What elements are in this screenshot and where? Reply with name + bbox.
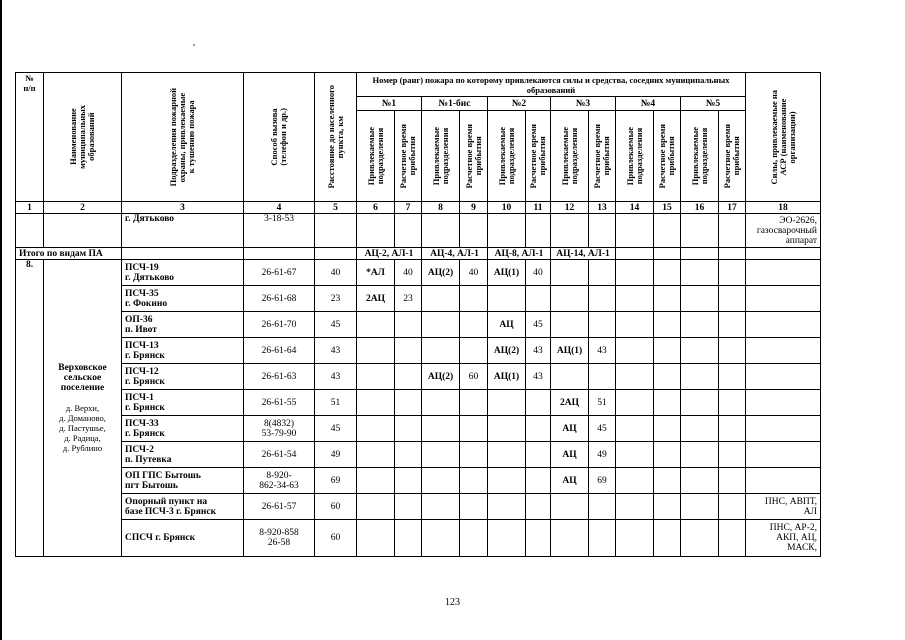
cell-r2_a [488,442,526,468]
total-row [16,248,821,260]
cell-r1_a [357,468,395,494]
table-row [16,260,821,286]
cell-r1bis_a [422,494,460,520]
table-row [16,468,821,494]
cell-r3_a [551,286,589,312]
cell-r1_b [395,312,422,338]
unit-distance: 40 [315,260,357,286]
cell-r1bis_a [422,416,460,442]
cell-r2_b: 43 [526,338,551,364]
unit-asr [746,286,821,312]
prev-phone: 3-18-53 [244,214,315,248]
sub-time-1bis: Расчетное время прибытия [460,111,488,202]
cell-r2_a: АЦ(2) [488,338,526,364]
unit-phone: 8-920-858 26-58 [244,520,315,557]
page-number: 123 [445,597,460,608]
total-r1bis: АЦ-4, АЛ-1 [422,248,488,260]
unit-name: СПСЧ г. Брянск [122,520,244,557]
unit-asr [746,260,821,286]
unit-asr [746,338,821,364]
table-row [16,494,821,520]
cell-r3_a [551,312,589,338]
cell-r2_b: 43 [526,364,551,390]
cell-r3_b [589,312,616,338]
section-mo: Верховское сельское поселение д. Верхи, д. Доманово, д. Пастушье, д. Радица, д. Рублино [44,260,122,557]
cell-r3_b: 69 [589,468,616,494]
unit-asr: ПНС, АР-2, АКП, АЦ, МАСК, [746,520,821,557]
cell-r2_a [488,520,526,557]
cell-r1_b: 40 [395,260,422,286]
unit-phone: 26-61-68 [244,286,315,312]
header-rank-group: Номер (ранг) пожара по которому привлекаются силы и средства, соседних муниципальных образований [357,73,746,97]
total-r2: АЦ-8, АЛ-1 [488,248,551,260]
unit-asr [746,416,821,442]
cell-r2_a [488,468,526,494]
cell-r1_a [357,338,395,364]
cell-r1_b [395,468,422,494]
cell-r1bis_b [460,442,488,468]
rank-5: №5 [681,97,746,111]
cell-r1_a [357,494,395,520]
cell-r1_a [357,520,395,557]
cell-r1_a: *АЛ [357,260,395,286]
rank-1: №1 [357,97,422,111]
cell-r1bis_b [460,338,488,364]
header-units-cell: Подразделения пожарной охраны, привлекаемые к тушению пожара [122,73,244,202]
cell-r2_a [488,390,526,416]
header-mo-cell: Наименование муниципальных образований [44,73,122,202]
unit-name: ПСЧ-2 п. Путевка [122,442,244,468]
cell-r3_a [551,364,589,390]
cell-r2_b [526,520,551,557]
cell-r3_a [551,520,589,557]
sub-units-1: Привлекаемые подразделения [357,111,395,202]
table-row [16,442,821,468]
cell-r3_b [589,260,616,286]
page-left-edge [0,0,2,640]
scan-speck [193,44,195,46]
unit-phone: 8(4832) 53-79-90 [244,416,315,442]
unit-asr [746,442,821,468]
cell-r3_b [589,286,616,312]
unit-name: ОП-36 п. Ивот [122,312,244,338]
cell-r1_a [357,312,395,338]
cell-r3_a [551,494,589,520]
cell-r3_b [589,494,616,520]
total-r3: АЦ-14, АЛ-1 [551,248,616,260]
cell-r2_b: 45 [526,312,551,338]
fire-response-table [15,72,821,557]
prev-unit: г. Дятьково [122,214,244,248]
cell-r1_b: 23 [395,286,422,312]
cell-r3_a: АЦ [551,468,589,494]
cell-r1_b [395,494,422,520]
unit-name: ПСЧ-19 г. Дятьково [122,260,244,286]
unit-distance: 51 [315,390,357,416]
sub-time-5: Расчетное время прибытия [719,111,746,202]
cell-r1_a [357,364,395,390]
rank-4: №4 [616,97,681,111]
cell-r1_a [357,416,395,442]
section-number: 8. [16,260,44,557]
unit-phone: 26-61-57 [244,494,315,520]
table-row [16,338,821,364]
cell-r1bis_a: АЦ(2) [422,364,460,390]
rank-1-bis: №1-бис [422,97,488,111]
header-distance-cell: Расстояние до населенного пункта, км [315,73,357,202]
cell-r2_b: 40 [526,260,551,286]
unit-asr [746,312,821,338]
cell-r1bis_b [460,520,488,557]
unit-distance: 45 [315,312,357,338]
unit-asr [746,364,821,390]
unit-phone: 26-61-63 [244,364,315,390]
unit-distance: 45 [315,416,357,442]
unit-name: ПСЧ-1 г. Брянск [122,390,244,416]
table-row [16,390,821,416]
unit-distance: 60 [315,494,357,520]
cell-r2_a: АЦ(1) [488,260,526,286]
cell-r2_b [526,494,551,520]
cell-r1bis_a: АЦ(2) [422,260,460,286]
cell-r3_a: АЦ [551,442,589,468]
sub-units-1bis: Привлекаемые подразделения [422,111,460,202]
cell-r1_b [395,338,422,364]
cell-r2_a [488,286,526,312]
sub-units-3: Привлекаемые подразделения [551,111,589,202]
cell-r3_a [551,260,589,286]
total-label: Итого по видам ПА [16,248,122,260]
sub-time-4: Расчетное время прибытия [654,111,681,202]
rank-3: №3 [551,97,616,111]
header-asr-cell: Силы, привлекаемые на АСР (наименование организации) [746,73,821,202]
unit-name: Опорный пункт на базе ПСЧ-3 г. Брянск [122,494,244,520]
unit-name: ПСЧ-13 г. Брянск [122,338,244,364]
unit-phone: 26-61-54 [244,442,315,468]
unit-phone: 26-61-70 [244,312,315,338]
cell-r3_b: 49 [589,442,616,468]
cell-r1_b [395,442,422,468]
sub-units-5: Привлекаемые подразделения [681,111,719,202]
rank-2: №2 [488,97,551,111]
cell-r1bis_b: 40 [460,260,488,286]
cell-r1bis_b [460,494,488,520]
cell-r3_a: АЦ(1) [551,338,589,364]
cell-r1bis_b [460,286,488,312]
prev-row [16,214,821,248]
cell-r1bis_a [422,312,460,338]
cell-r1_b [395,364,422,390]
cell-r1bis_b [460,416,488,442]
cell-r1bis_a [422,520,460,557]
unit-distance: 60 [315,520,357,557]
cell-r1bis_b: 60 [460,364,488,390]
unit-phone: 26-61-55 [244,390,315,416]
cell-r2_b [526,390,551,416]
cell-r1_b [395,520,422,557]
cell-r1bis_a [422,286,460,312]
cell-r1bis_a [422,442,460,468]
table-row [16,364,821,390]
cell-r2_a: АЦ(1) [488,364,526,390]
sub-time-2: Расчетное время прибытия [526,111,551,202]
unit-phone: 8-920- 862-34-63 [244,468,315,494]
cell-r3_b [589,520,616,557]
cell-r3_b [589,364,616,390]
unit-name: ПСЧ-12 г. Брянск [122,364,244,390]
cell-r1_b [395,390,422,416]
unit-asr [746,390,821,416]
cell-r2_b [526,416,551,442]
cell-r1_b [395,416,422,442]
unit-asr [746,468,821,494]
cell-r3_a: 2АЦ [551,390,589,416]
table-row [16,416,821,442]
unit-name: ПСЧ-35 г. Фокино [122,286,244,312]
cell-r2_a [488,494,526,520]
cell-r1bis_b [460,312,488,338]
cell-r1bis_a [422,338,460,364]
cell-r1bis_b [460,390,488,416]
cell-r2_a: АЦ [488,312,526,338]
cell-r3_b: 43 [589,338,616,364]
sub-units-2: Привлекаемые подразделения [488,111,526,202]
unit-name: ПСЧ-33 г. Брянск [122,416,244,442]
unit-distance: 43 [315,338,357,364]
cell-r1_a [357,442,395,468]
header-number-cell: № п/п [16,73,44,202]
unit-distance: 69 [315,468,357,494]
total-r1: АЦ-2, АЛ-1 [357,248,422,260]
column-number-row: 1 2 3 4 5 6 7 8 9 10 11 12 13 14 15 16 17 18 [16,202,821,214]
cell-r1bis_a [422,390,460,416]
cell-r2_a [488,416,526,442]
table-row [16,520,821,557]
unit-phone: 26-61-67 [244,260,315,286]
table-row [16,312,821,338]
sub-time-1: Расчетное время прибытия [395,111,422,202]
unit-distance: 43 [315,364,357,390]
cell-r1bis_b [460,468,488,494]
sub-time-3: Расчетное время прибытия [589,111,616,202]
unit-phone: 26-61-64 [244,338,315,364]
cell-r1bis_a [422,468,460,494]
cell-r3_b: 51 [589,390,616,416]
cell-r2_b [526,442,551,468]
unit-name: ОП ГПС Бытошь пгт Бытошь [122,468,244,494]
table-row [16,286,821,312]
cell-r1_a [357,390,395,416]
header-call-method-cell: Способ вызова (телефон и др.) [244,73,315,202]
unit-distance: 49 [315,442,357,468]
prev-asr: ЭО-2626, газосварочный аппарат [746,214,821,248]
cell-r2_b [526,468,551,494]
cell-r3_a: АЦ [551,416,589,442]
cell-r3_b: 45 [589,416,616,442]
sub-units-4: Привлекаемые подразделения [616,111,654,202]
cell-r2_b [526,286,551,312]
unit-distance: 23 [315,286,357,312]
cell-r1_a: 2АЦ [357,286,395,312]
unit-asr: ПНС, АВПТ, АЛ [746,494,821,520]
